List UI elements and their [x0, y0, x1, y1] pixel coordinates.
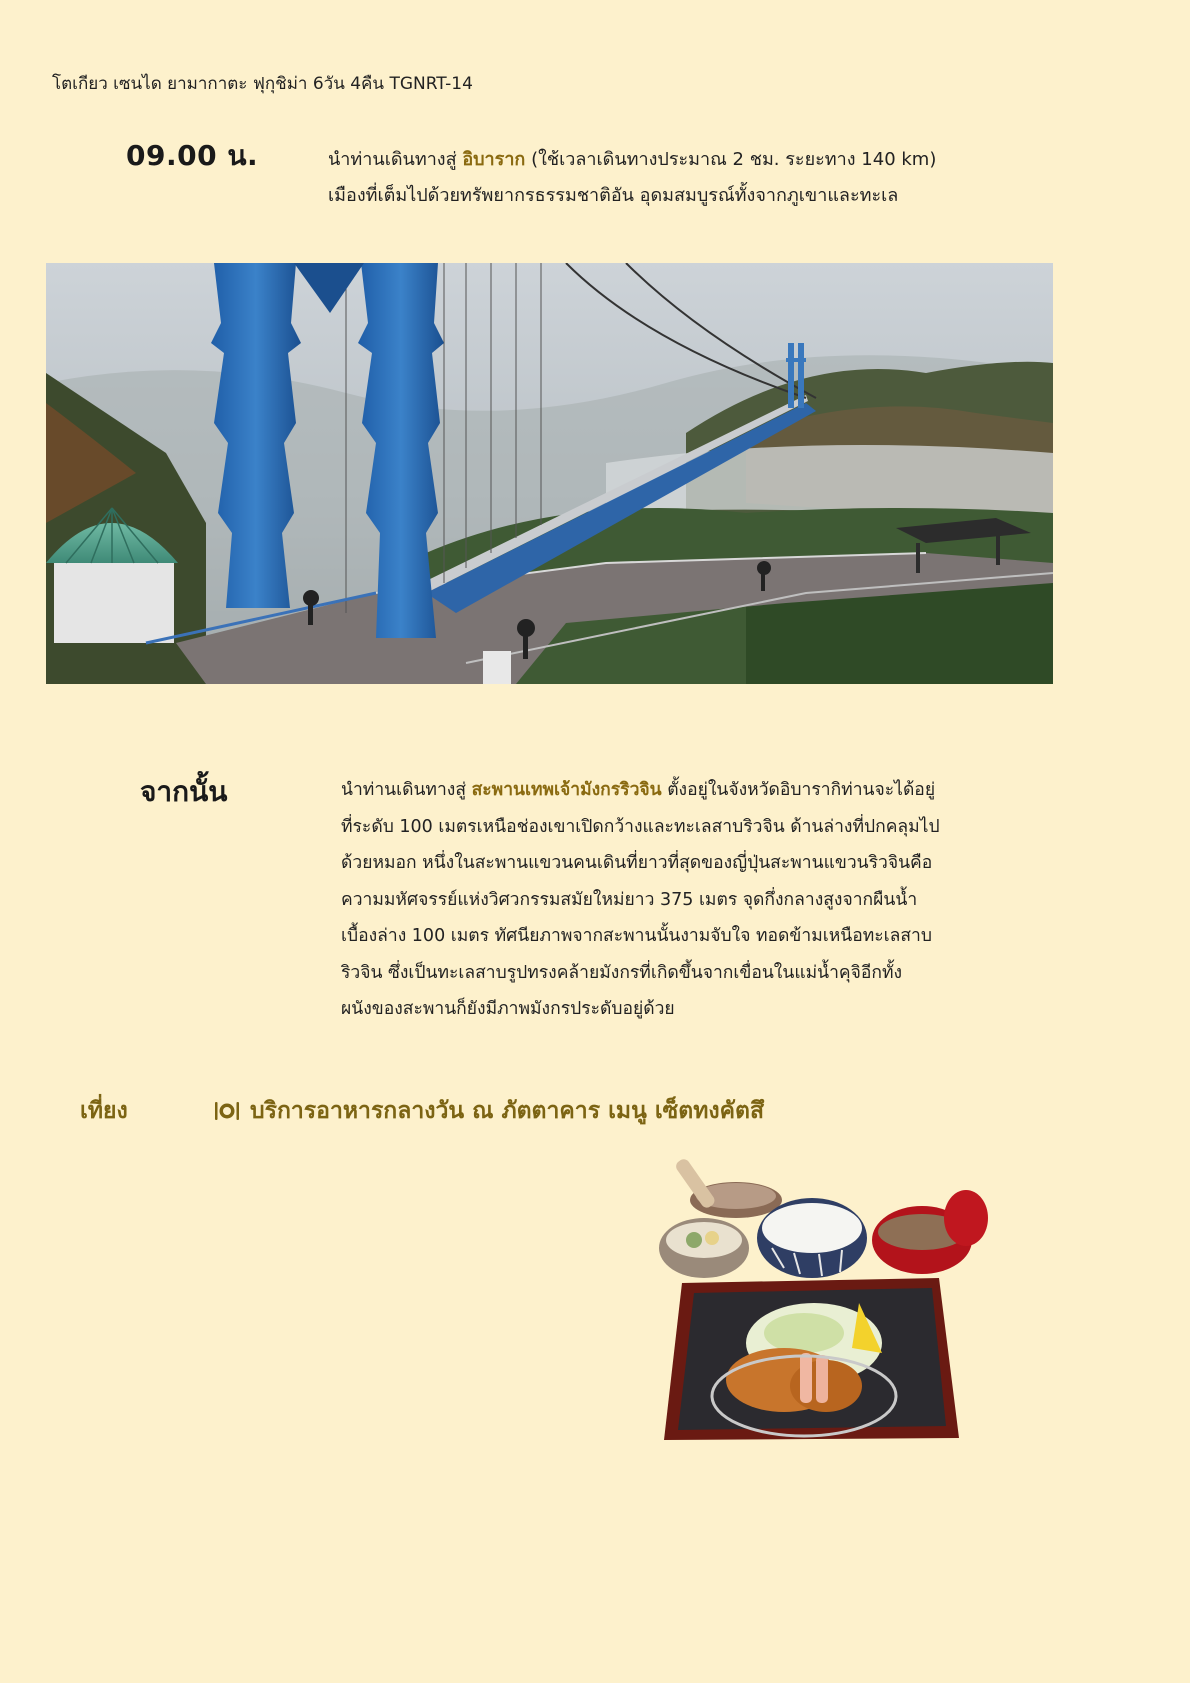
para1-line-1: นำท่านเดินทางสู่ อิบาราก (ใช้เวลาเดินทางประมาณ 2 ชม. ระยะทาง 140 km) — [328, 149, 937, 170]
then-label: จากนั้น — [140, 775, 228, 808]
para2-line-1: นำท่านเดินทางสู่ สะพานเทพเจ้ามังกรริวจิน ตั้งอยู่ในจังหวัดอิบารากิท่านจะได้อยู่ — [341, 780, 936, 800]
tonkatsu-set-photo — [654, 1148, 990, 1443]
dining-icon — [214, 1100, 240, 1122]
para1-line-2: เมืองที่เต็มไปด้วยทรัพยากรธรรมชาติอัน อุดมสมบูรณ์ทั้งจากภูเขาและทะเล — [328, 185, 899, 206]
time-label: 09.00 น. — [126, 139, 259, 172]
itinerary-paragraph-1 — [328, 142, 1068, 214]
para2-line-7: ผนังของสะพานก็ยังมีภาพมังกรประดับอยู่ด้วย — [341, 999, 675, 1019]
para2-line-2: ที่ระดับ 100 เมตรเหนือช่องเขาเปิดกว้างและทะเลสาบริวจิน ด้านล่างที่ปกคลุมไป — [341, 816, 940, 837]
para2-line-4: ความมหัศจรรย์แห่งวิศวกรรมสมัยใหม่ยาว 375 เมตร จุดกึ่งกลางสูงจากผืนน้ำ — [341, 889, 918, 910]
lunch-description — [214, 1093, 764, 1129]
ryujin-bridge-photo — [46, 263, 1053, 684]
bridge-highlight: สะพานเทพเจ้ามังกรริวจิน — [471, 780, 662, 800]
lunch-text: บริการอาหารกลางวัน ณ ภัตตาคาร เมนู เซ็ตทงคัตสึ — [250, 1098, 764, 1124]
para2-line-6: ริวจิน ซึ่งเป็นทะเลสาบรูปทรงคล้ายมังกรที่เกิดขึ้นจากเขื่อนในแม่น้ำคุจิอีกทั้ง — [341, 962, 903, 983]
itinerary-paragraph-2 — [341, 772, 1039, 1028]
para2-line-3: ด้วยหมอก หนึ่งในสะพานแขวนคนเดินที่ยาวที่สุดของญี่ปุ่นสะพานแขวนริวจินคือ — [341, 853, 933, 873]
tour-title: โตเกียว เซนได ยามากาตะ ฟุกุชิม่า 6วัน 4คืน TGNRT-14 — [52, 74, 473, 94]
para2-line-5: เบื้องล่าง 100 เมตร ทัศนียภาพจากสะพานนั้นงามจับใจ ทอดข้ามเหนือทะเลสาบ — [341, 926, 932, 946]
lunch-label: เที่ยง — [80, 1098, 128, 1124]
destination-highlight: อิบาราก — [462, 149, 526, 170]
